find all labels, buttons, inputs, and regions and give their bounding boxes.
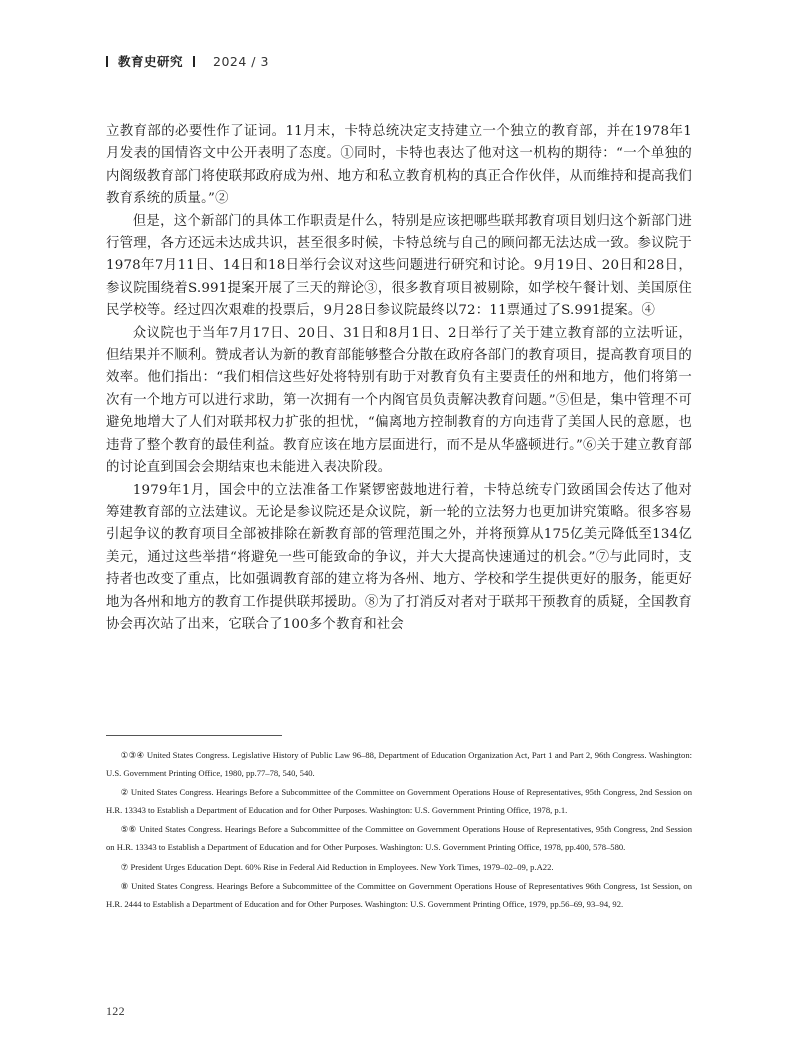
header-bar-left <box>106 56 108 67</box>
paragraph: 但是，这个新部门的具体工作职责是什么，特别是应该把哪些联邦教育项目划归这个新部门进行管理，各方还远未达成共识，甚至很多时候，卡特总统与自己的顾问都无法达成一致。参议院于1978年7月11日、14日和18日举行会议对这些问题进行研究和讨论。9月19日、20日和28日，参议院围绕着S.991提案开展了三天的辩论③，很多教育项目被剔除，如学校午餐计划、美国原住民学校等。经过四次艰难的投票后，9月28日参议院最终以72：11票通过了S.991提案。④ <box>106 213 692 319</box>
running-header <box>106 52 269 70</box>
issue-label: 2024 / 3 <box>213 53 269 69</box>
journal-title: 教育史研究 <box>118 54 184 69</box>
header-bar-right <box>193 56 195 67</box>
page-number: 122 <box>106 1004 125 1018</box>
footnote: ② United States Congress. Hearings Before a Subcommittee of the Committee on Government Operations House of Representatives, 95th Congress, 2nd Session on H.R. 13343 to Establish a Department of Education and for Other Purposes. Washington: U.S. Government Printing Office, 1978, p.1. <box>106 787 692 815</box>
paragraph: 众议院也于当年7月17日、20日、31日和8月1日、2日举行了关于建立教育部的立法听证，但结果并不顺利。赞成者认为新的教育部能够整合分散在政府各部门的教育项目，提高教育项目的效率。他们指出：“我们相信这些好处将特别有助于对教育负有主要责任的州和地方，他们将第一次有一个地方可以进行求助，第一次拥有一个内阁官员负责解决教育问题。”⑤但是，集中管理不可避免地增大了人们对联邦权力扩张的担忧，“偏离地方控制教育的方向违背了美国人民的意愿，也违背了整个教育的最佳利益。教育应该在地方层面进行，而不是从华盛顿进行。”⑥关于建立教育部的讨论直到国会会期结束也未能进入表决阶段。 <box>106 325 692 476</box>
footnote-divider <box>106 735 282 736</box>
footnotes <box>106 747 692 915</box>
footnote: ⑤⑥ United States Congress. Hearings Before a Subcommittee of the Committee on Government Operations House of Representatives, 95th Congress, 2nd Session on H.R. 13343 to Establish a Department of Education and for Other Purposes. Washington: U.S. Government Printing Office, 1978, pp.400, 578–580. <box>106 824 692 852</box>
paragraph: 立教育部的必要性作了证词。11月末，卡特总统决定支持建立一个独立的教育部，并在1978年1月发表的国情咨文中公开表明了态度。①同时，卡特也表达了他对这一机构的期待：“一个单独的内阁级教育部门将使联邦政府成为州、地方和私立教育机构的真正合作伙伴，从而维持和提高我们教育系统的质量。”② <box>106 124 692 207</box>
footnote: ①③④ United States Congress. Legislative History of Public Law 96–88, Department of Education Organization Act, Part 1 and Part 2, 96th Congress. Washington: U.S. Government Printing Office, 1980, pp.77–78, 540, 540. <box>106 750 692 778</box>
footnote: ⑧ United States Congress. Hearings Before a Subcommittee of the Committee on Government Operations House of Representatives 96th Congress, 1st Session, on H.R. 2444 to Establish a Department of Education and for Other Purposes. Washington: U.S. Government Printing Office, 1979, pp.56–69, 93–94, 92. <box>106 881 692 909</box>
footnote: ⑦ President Urges Education Dept. 60% Rise in Federal Aid Reduction in Employees. New York Times, 1979–02–09, p.A22. <box>120 861 554 872</box>
main-text <box>106 121 692 636</box>
paragraph: 1979年1月，国会中的立法准备工作紧锣密鼓地进行着，卡特总统专门致函国会传达了他对筹建教育部的立法建议。无论是参议院还是众议院，新一轮的立法努力也更加讲究策略。很多容易引起争议的教育项目全部被排除在新教育部的管理范围之外，并将预算从175亿美元降低至134亿美元，通过这些举措“将避免一些可能致命的争议，并大大提高快速通过的机会。”⑦与此同时，支持者也改变了重点，比如强调教育部的建立将为各州、地方、学校和学生提供更好的服务，能更好地为各州和地方的教育工作提供联邦援助。⑧为了打消反对者对于联邦干预教育的质疑，全国教育协会再次站了出来，它联合了100多个教育和社会 <box>106 482 692 632</box>
